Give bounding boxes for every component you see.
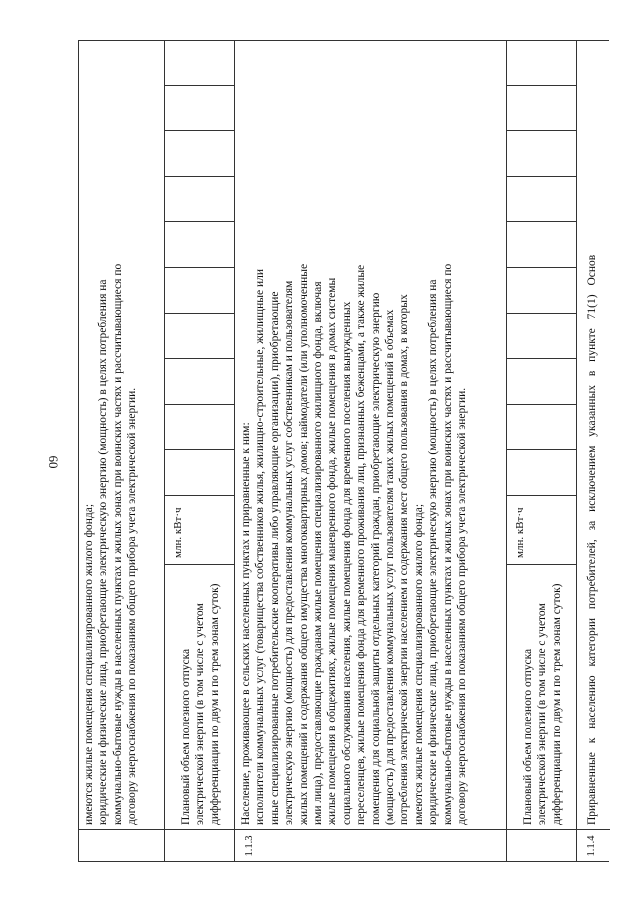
value-cell (165, 267, 235, 313)
value-cell (165, 449, 235, 495)
value-cell (165, 85, 235, 131)
value-cell (165, 130, 235, 176)
value-cell (165, 40, 235, 85)
value-cell (507, 404, 577, 450)
value-cell (507, 267, 577, 313)
value-cells (165, 40, 235, 495)
tariff-table (78, 40, 609, 862)
unit-cell: млн. кВт·ч (165, 495, 235, 565)
row-number (165, 829, 235, 862)
indicator-label: Плановый объем полезного отпуска электрической энергии (в том числе с учетом дифференциации по двум и по трем зонам суток) (522, 583, 563, 825)
row-description: имеются жилые помещения специализированного жилого фонда; юридические и физические лица, приобретающие электрическую энергию (мощность) в целях потребления на коммунально-бытовые нужды в населенных пунктах и жилых зонах при воинских частях и рассчитывающиеся по договору энергоснабжения по показаниям общего прибора учета электрической энергии. (83, 263, 139, 825)
value-cell (507, 40, 577, 85)
value-cell (507, 176, 577, 222)
table-row-continuation (78, 40, 164, 862)
unit-cell: млн. кВт·ч (507, 495, 577, 565)
table-row-planned-volume (164, 40, 235, 862)
value-cell (165, 313, 235, 359)
value-cell (165, 221, 235, 267)
value-cell (507, 313, 577, 359)
value-cell (165, 358, 235, 404)
row-number (78, 829, 164, 862)
page-number: 60 (46, 455, 61, 469)
table-row-planned-volume (506, 40, 577, 862)
value-cell (165, 176, 235, 222)
value-cells (507, 40, 577, 495)
value-cell (507, 221, 577, 267)
row-number: 1.1.3 (235, 829, 507, 862)
row-number: 1.1.4 (577, 829, 610, 862)
row-description: Население, проживающее в сельских населенных пунктах и приравненные к ним: исполнители коммунальных услуг (товарищества собственников жилья, жилищно-строительные, жилищные или иные специализированные потребительские кооперативы либо управляющие организации), приобретающие электрическую энергию (мощность) для предоставления коммунальных услуг собственникам и пользователям жилых помещений и содержания общего имущества многоквартирных домов; наймодатели (или уполномоченные ими лица), предоставляющие гражданам жилые помещения специализированного жилищного фонда, включая жилые помещения в общежитиях, жилые помещения маневренного фонда, жилые помещения в домах системы социального обслуживания населения, жилые помещения фонда для временного поселения вынужденных переселенцев, жилые помещения фонда для временного проживания лиц, признанных беженцами, а также жилые помещения для социальной защиты отдельных категорий граждан, приобретающие электрическую энергию (мощность) для предоставления коммунальных услуг пользователям таких жилых помещений в объемах потребления электрической энергии населением и содержания мест общего пользования в домах, в которых имеются жилые помещения специализированного жилого фонда; юридические и физические лица, приобретающие электрическую энергию (мощность) в целях потребления на коммунально-бытовые нужды в населенных пунктах и жилых зонах при воинских частях и рассчитывающиеся по договору энергоснабжения по показаниям общего прибора учета электрической энергии. (240, 263, 469, 825)
value-cell (507, 130, 577, 176)
indicator-label: Плановый объем полезного отпуска электрической энергии (в том числе с учетом дифференциации по двум и по трем зонам суток) (180, 583, 221, 825)
row-description: Приравненные к населению категории потребителей, за исключением указанных в пункте 71(1) Основ (586, 254, 598, 825)
row-number (507, 829, 577, 862)
table-row-1-1-3 (234, 40, 507, 862)
value-cell (507, 449, 577, 495)
value-cell (507, 85, 577, 131)
value-cell (507, 358, 577, 404)
table-row-1-1-4 (576, 40, 610, 862)
value-cell (165, 404, 235, 450)
